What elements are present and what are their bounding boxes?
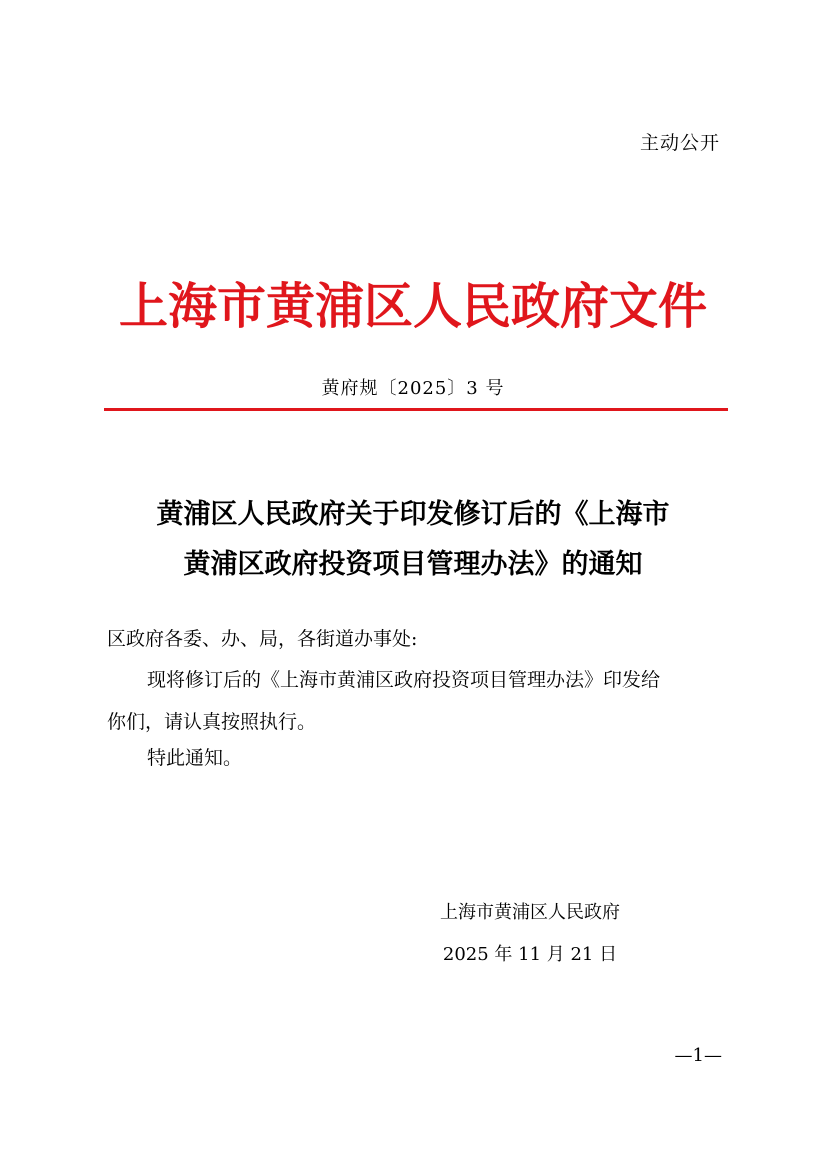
notice-title-line-2: 黄浦区政府投资项目管理办法》的通知 <box>183 549 643 580</box>
signature-date: 2025 年 11 月 21 日 <box>442 944 618 965</box>
signature-issuer: 上海市黄浦区人民政府 <box>440 902 620 923</box>
body-paragraph-1-line-1: 现将修订后的《上海市黄浦区政府投资项目管理办法》印发给 <box>147 669 661 691</box>
red-divider-line <box>104 408 728 411</box>
page-number: —1— <box>674 1045 722 1066</box>
issuer-masthead-title: 上海市黄浦区人民政府文件 <box>118 277 707 335</box>
notice-title-line-1: 黄浦区人民政府关于印发修订后的《上海市 <box>156 499 670 530</box>
body-paragraph-2: 特此通知。 <box>147 747 243 769</box>
notice-title <box>0 490 826 590</box>
disclosure-label: 主动公开 <box>639 132 720 154</box>
salutation: 区政府各委、办、局，各街道办事处: <box>107 628 418 650</box>
body-paragraph-1-line-2: 你们，请认真按照执行。 <box>107 711 317 733</box>
document-number: 黄府规〔2025〕3 号 <box>321 378 505 399</box>
